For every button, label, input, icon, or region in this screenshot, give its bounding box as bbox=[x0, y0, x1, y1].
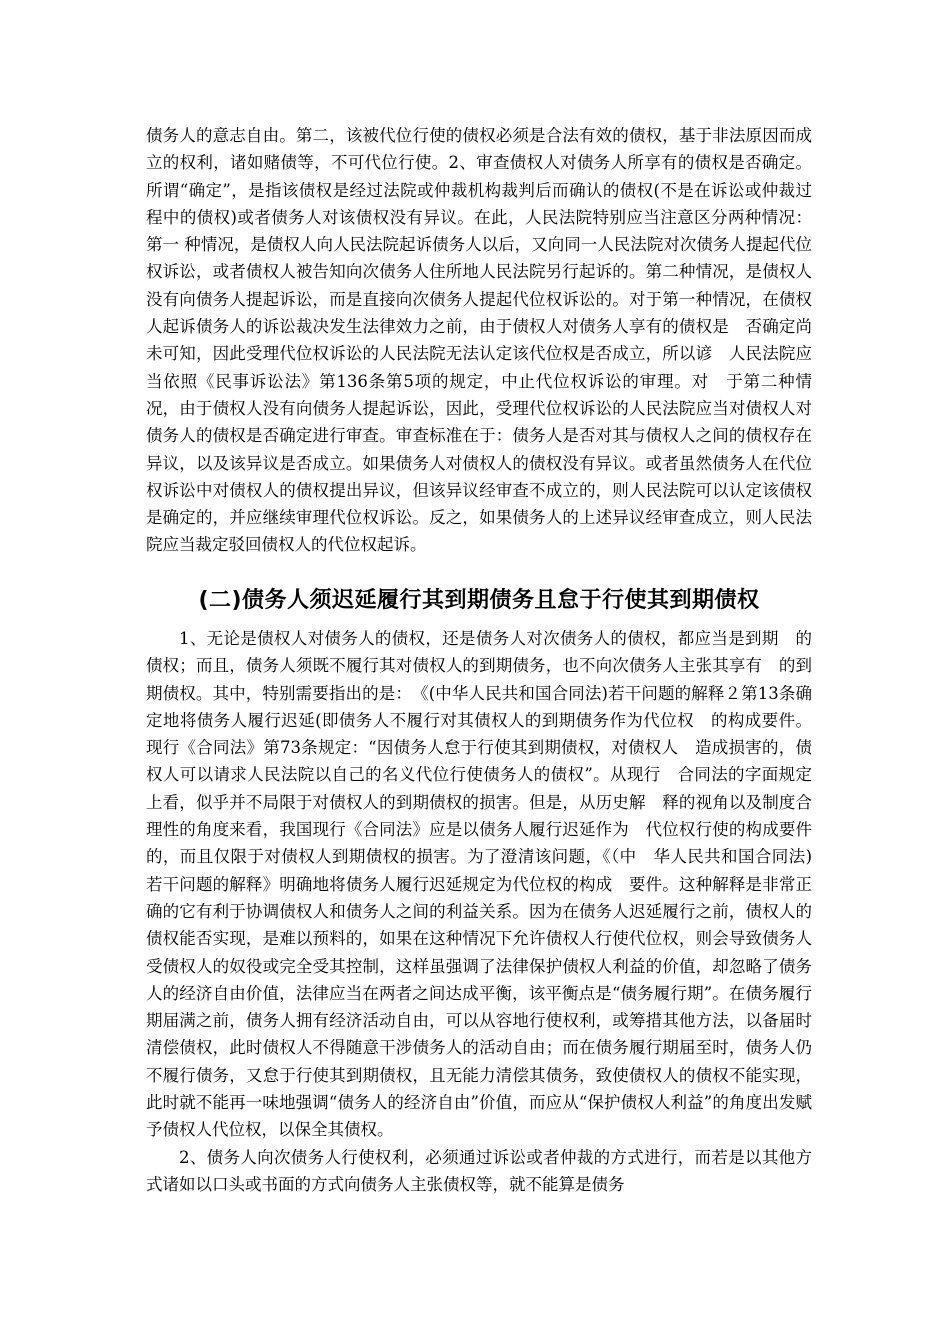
body-text-top bbox=[146, 122, 812, 559]
section-heading: (二)债务人须迟延履行其到期债务且怠于行使其到期债权 bbox=[198, 588, 760, 613]
paragraph-item-2: 2、债务人向次债务人行使权利，必须通过诉讼或者仲裁的方式进行，而若是以其他方式诸如以口头或书面的方式向债务人主张债权等，就不能算是债务 bbox=[146, 1147, 812, 1194]
body-text-bottom bbox=[146, 625, 812, 1198]
paragraph-continued: 债务人的意志自由。第二，该被代位行使的债权必须是合法有效的债权，基于非法原因而成立的权利，诸如赌债等，不可代位行使。2、审查债权人对债务人所享有的债权是否确定。所谓“确定”，是指该债权是经过法院或仲裁机构裁判后而确认的债权(不是在诉讼或仲裁过程中的债权)或者债务人对该债权没有异议。在此，人民法院特别应当注意区分两种情况：第一 种情况，是债权人向人民法院起诉债务人以后，又向同一人民法院对次债务人提起代位权诉讼，或者债权人被告知向次债务人住所地人民法院另行起诉的。第二种情况，是债权人没有向债务人提起诉讼，而是直接向次债务人提起代位权诉讼的。对于第一种情况，在债权人起诉债务人的诉讼裁决发生法律效力之前，由于债权人对债务人享有的债权是 否确定尚未可知，因此受理代位权诉讼的人民法院无法认定该代位权是否成立，所以谚 人民法院应当依照《民事诉讼法》第136条第5项的规定，中止代位权诉讼的审理。对 于第二种情况，由于债权人没有向债务人提起诉讼，因此，受理代位权诉讼的人民法院应当对债权人对债务人的债权是否确定进行审查。审查标准在于：债务人是否对其与债权人之间的债权存在异议，以及该异议是否成立。如果债务人对债权人的债权没有异议。或者虽然债务人在代位权诉讼中对债权人的债权提出异议，但该异议经审查不成立的，则人民法院可以认定该债权是确定的，并应继续审理代位权诉讼。反之，如果债务人的上述异议经审查成立，则人民法院应当裁定驳回债权人的代位权起诉。 bbox=[146, 126, 812, 555]
paragraph-item-1: 1、无论是债权人对债务人的债权，还是债务人对次债务人的债权，都应当是到期 的债权；而且，债务人须既不履行其对债权人的到期债务，也不向次债务人主张其享有 的到期债权。其中，特别需要指出的是： 《(中华人民共和国合同法)若干问题的解释２第13条确定地将债务人履行迟延(即债务人不履行对其债权人的到期债务作为代位权 的构成要件。现行《合同法》第73条规定：“因债务人怠于行使其到期债权，对债权人 造成损害的，债权人可以请求人民法院以自己的名义代位行使债务人的债权”。从现行 合同法的字面规定上看，似乎并不局限于对债权人的到期债权的损害。但是，从历史解 释的视角以及制度合理性的角度来看，我国现行《合同法》应是以债务人履行迟延作为 代位权行使的构成要件的，而且仅限于对债权人到期债权的损害。为了澄清该问题，《（中 华人民共和国合同法)若干问题的解释》明确地将债务人履行迟延规定为代位权的构成 要件。这种解释是非常正确的它有利于协调债权人和债务人之间的利益关系。因为在债务人迟延履行之前，债权人的债权能否实现，是难以预料的，如果在这种情况下允许债权人行使代位权，则会导致债务人受债权人的奴役或完全受其控制，这样虽强调了法律保护债权人利益的价值，却忽略了债务人的经济自由价值，法律应当在两者之间达成平衡，该平衡点是“债务履行期”。在债务履行期届满之前，债务人拥有经济活动自由，可以从容地行使权利，或筹措其他方法，以备届时清偿债权，此时债权人不得随意干涉债务人的活动自由；而在债务履行期届至时，债务人仍不履行债务，又怠于行使其到期债权，且无能力清偿其债务，致使债权人的债权不能实现，此时就不能再一味地强调“债务人的经济自由”价值，而应从“保护债权人利益”的角度出发赋予债权人代位权，以保全其债权。 bbox=[146, 629, 812, 1140]
